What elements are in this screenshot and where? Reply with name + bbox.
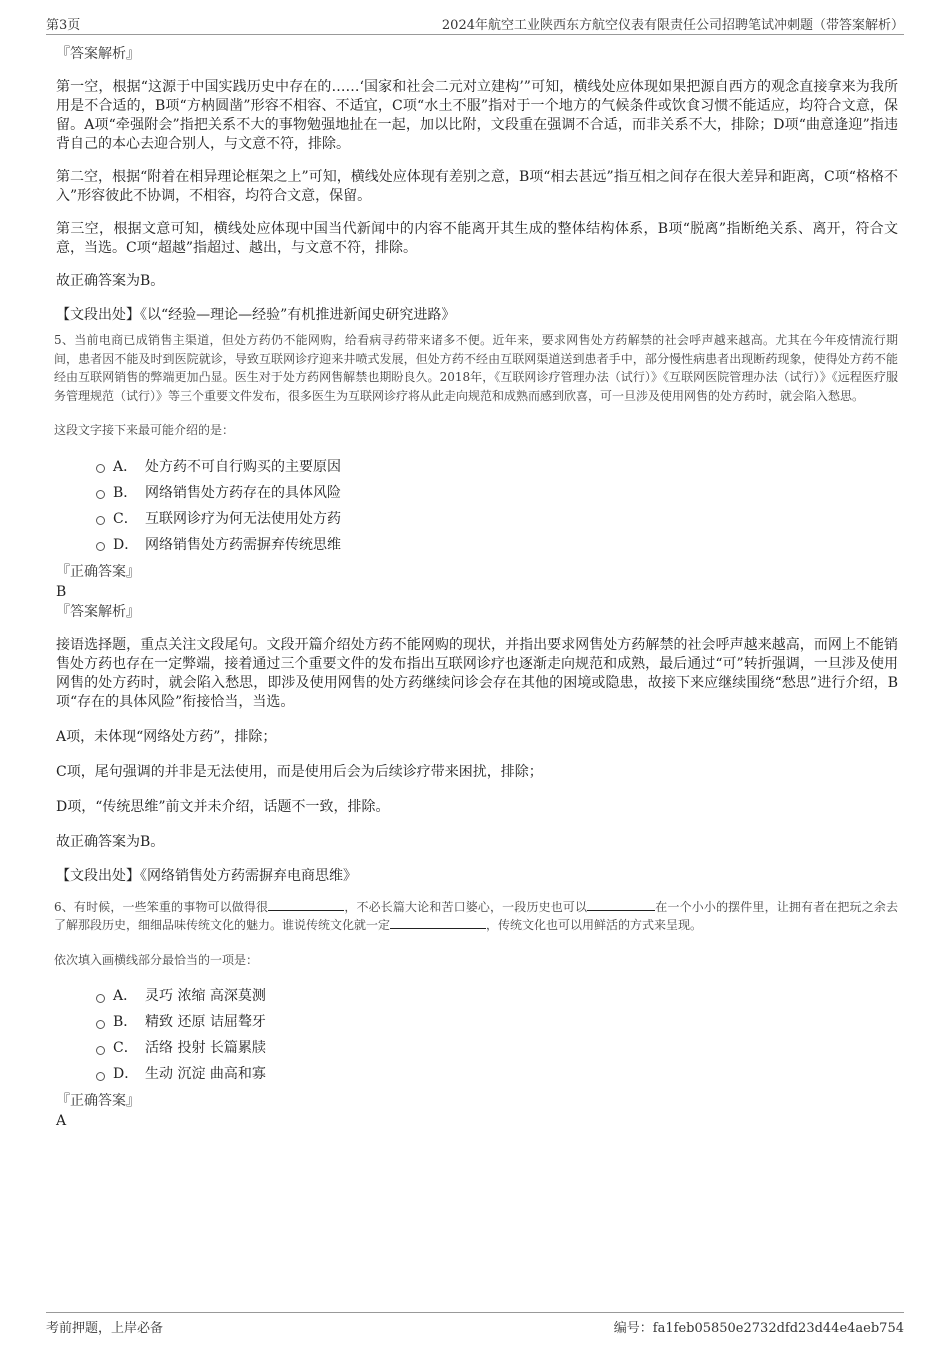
q6-question: 依次填入画横线部分最恰当的一项是：: [54, 952, 259, 967]
q5-answer: B: [56, 583, 67, 600]
q5-analysis-p4: D项，“传统思维”前文并未介绍，话题不一致，排除。: [56, 798, 390, 815]
document-code: 编号：fa1feb05850e2732dfd23d44e4aeb754: [613, 1321, 904, 1336]
q5-stem: 5、当前电商已成销售主渠道，但处方药仍不能网购，给看病寻药带来诸多不便。近年来，要求网售处方药解禁的社会呼声越来越高。尤其在今年疫情流行期间，患者因不能及时到医院就诊，导致互联网诊疗迎来井喷式发展，但处方药不经由互联网渠道送到患者手中，部分慢性病患者出现断药现象，使得处方药不能经由互联网销售的弊端更加凸显。医生对于处方药网售解禁也期盼良久。2018年，《互联网诊疗管理办法（试行）》《互联网医院管理办法（试行）》《远程医疗服务管理规范（试行）》等三个重要文件发布，很多医生为互联网诊疗将从此走向规范和成熟而感到欣喜，可一旦涉及使用网售的处方药时，就会陷入愁思。: [54, 333, 898, 403]
radio-icon[interactable]: [96, 1072, 105, 1081]
radio-icon[interactable]: [96, 516, 105, 525]
q4-analysis-p3: 第三空，根据文意可知，横线处应体现中国当代新闻中的内容不能离开其生成的整体结构体系，B项“脱离”指断绝关系、离开，符合文意，当选。C项“超越”指超过、越出，与文意不符，排除。: [56, 221, 898, 256]
document-title: 2024年航空工业陕西东方航空仪表有限责任公司招聘笔试冲刺题（带答案解析）: [441, 18, 904, 33]
q5-option-a[interactable]: A． 处方药不可自行购买的主要原因: [96, 454, 898, 480]
blank-2: [587, 898, 655, 911]
q6-option-a[interactable]: A． 灵巧 浓缩 高深莫测: [96, 983, 898, 1009]
q6-answer: A: [56, 1113, 67, 1129]
radio-icon[interactable]: [96, 490, 105, 499]
q5-analysis-p3: C项，尾句强调的并非是无法使用，而是使用后会为后续诊疗带来困扰，排除；: [56, 763, 543, 780]
q4-analysis-p2: 第二空，根据“附着在相异理论框架之上”可知，横线处应体现有差别之意，B项“相去甚远”指互相之间存在很大差异和距离，C项“格格不入”形容彼此不协调，不相容，均符合文意，保留。: [56, 169, 898, 204]
q6-answer-label: 『正确答案』: [56, 1093, 140, 1109]
q5-option-b[interactable]: B． 网络销售处方药存在的具体风险: [96, 480, 898, 506]
q5-option-d[interactable]: D． 网络销售处方药需摒弃传统思维: [96, 532, 898, 558]
q4-analysis-p1: 第一空，根据“这源于中国实践历史中存在的……‘国家和社会二元对立建构’”可知，横线处应体现如果把源自西方的观念直接拿来为我所用是不合适的，B项“方枘圆凿”形容不相容、不适宜，C项“水土不服”指对于一个地方的气候条件或饮食习惯不能适应，均符合文意，保留。A项“牵强附会”指把关系不大的事物勉强地扯在一起，加以比附，文段重在强调不合适，而非关系不大，排除；D项“曲意逢迎”指违背自己的本心去迎合别人，与文意不符，排除。: [56, 79, 898, 152]
q6-stem: 6、有时候，一些笨重的事物可以做得很 ，不必长篇大论和苦口婆心，一段历史也可以 在一个小小的摆件里，让拥有者在把玩之余去了解那段历史，细细品味传统文化的魅力。谁说传统文化就一定 ，传统文化也可以用鲜活的方式来呈现。: [54, 899, 898, 932]
radio-icon[interactable]: [96, 994, 105, 1003]
blank-1: [268, 898, 344, 911]
q6-option-b[interactable]: B． 精致 还原 诘屈聱牙: [96, 1009, 898, 1035]
page-header: [46, 14, 904, 35]
page-number: 第3页: [46, 18, 81, 33]
q5-option-c[interactable]: C． 互联网诊疗为何无法使用处方药: [96, 506, 898, 532]
q4-conclusion: 故正确答案为B。: [56, 273, 165, 289]
radio-icon[interactable]: [96, 464, 105, 473]
q5-analysis-p2: A项，未体现“网络处方药”，排除；: [56, 728, 277, 745]
q5-conclusion: 故正确答案为B。: [56, 833, 165, 850]
q5-analysis-p1: 接语选择题，重点关注文段尾句。文段开篇介绍处方药不能网购的现状，并指出要求网售处方药解禁的社会呼声越来越高，而网上不能销售处方药也存在一定弊端，接着通过三个重要文件的发布指出互联网诊疗也逐渐走向规范和成熟，最后通过“可”转折强调，一旦涉及使用网售的处方药时，就会陷入愁思，即涉及使用网售的处方药继续问诊会存在其他的困境或隐患，故接下来应继续围绕“愁思”进行介绍，B项“存在的具体风险”衔接恰当，当选。: [56, 636, 898, 710]
radio-icon[interactable]: [96, 542, 105, 551]
q5-analysis-label: 『答案解析』: [56, 603, 140, 620]
q4-source: 【文段出处】《以“经验—理论—经验”有机推进新闻史研究进路》: [56, 307, 456, 323]
blank-3: [390, 916, 486, 929]
q5-question: 这段文字接下来最可能介绍的是：: [54, 423, 235, 437]
q5-source: 【文段出处】《网络销售处方药需摒弃电商思维》: [56, 867, 357, 884]
radio-icon[interactable]: [96, 1046, 105, 1055]
page-content: [56, 44, 898, 1131]
footer-slogan: 考前押题，上岸必备: [46, 1321, 164, 1336]
q6-option-d[interactable]: D． 生动 沉淀 曲高和寡: [96, 1061, 898, 1087]
q6-options: [96, 983, 898, 1087]
q4-analysis-label: 『答案解析』: [56, 46, 140, 62]
radio-icon[interactable]: [96, 1020, 105, 1029]
q5-answer-label: 『正确答案』: [56, 563, 140, 580]
page-footer: [46, 1312, 904, 1335]
q5-options: [96, 454, 898, 558]
q6-option-c[interactable]: C． 活络 投射 长篇累牍: [96, 1035, 898, 1061]
